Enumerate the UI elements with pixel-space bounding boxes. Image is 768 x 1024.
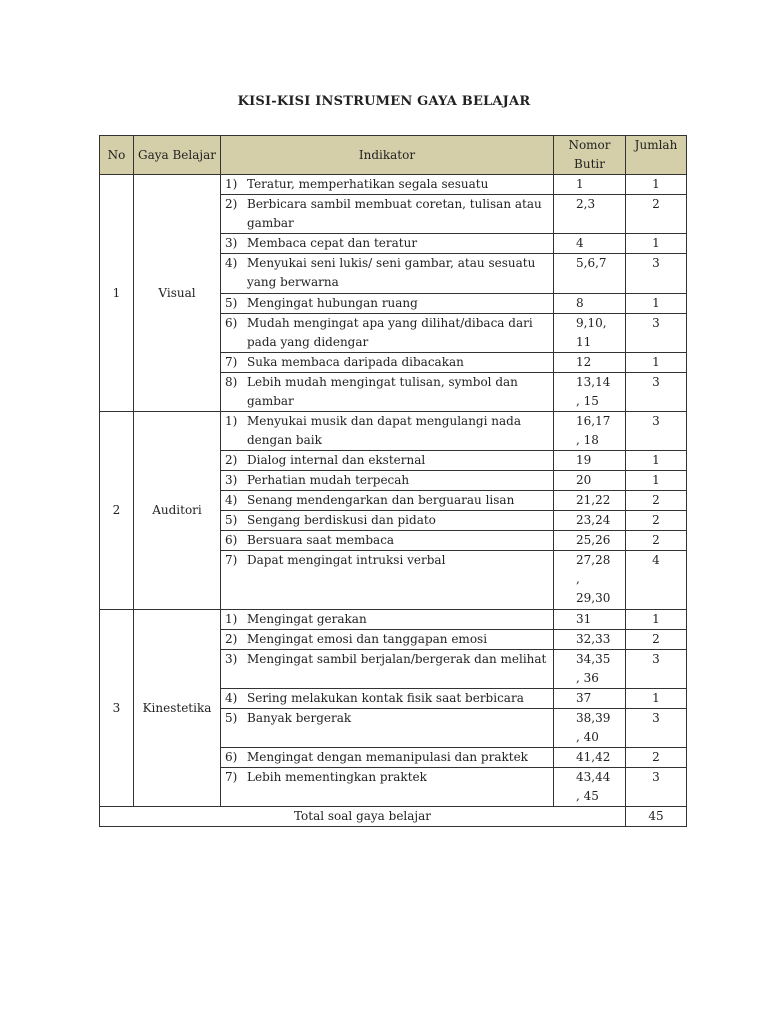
item-number: 4) — [225, 256, 238, 270]
header-jumlah: Jumlah — [626, 136, 687, 175]
table-row — [100, 412, 687, 451]
nomor-butir-cell: 43,44 , 45 — [554, 768, 626, 807]
nomor-butir-cell: 41,42 — [554, 748, 626, 768]
group-gaya-belajar: Auditori — [134, 412, 221, 610]
item-number: 6) — [225, 316, 238, 330]
total-label: Total soal gaya belajar — [100, 807, 626, 827]
nomor-butir-cell: 12 — [554, 353, 626, 373]
indikator-cell — [221, 294, 554, 314]
header-indikator: Indikator — [221, 136, 554, 175]
item-number: 3) — [225, 236, 238, 250]
indikator-cell — [221, 511, 554, 531]
kisi-kisi-table — [99, 135, 687, 827]
item-number: 5) — [225, 513, 238, 527]
item-number: 3) — [225, 473, 238, 487]
group-no: 1 — [100, 175, 134, 412]
nomor-butir-cell: 9,10, 11 — [554, 314, 626, 353]
item-number: 5) — [225, 296, 238, 310]
indikator-cell — [221, 748, 554, 768]
item-number: 7) — [225, 553, 238, 567]
indikator-text: Banyak bergerak — [247, 711, 352, 725]
item-number: 6) — [225, 533, 238, 547]
jumlah-cell: 3 — [626, 254, 687, 294]
jumlah-cell: 2 — [626, 195, 687, 234]
header-row — [100, 136, 687, 175]
indikator-text: Mudah mengingat apa yang dilihat/dibaca dari pada yang didengar — [247, 316, 533, 349]
indikator-text: Mengingat emosi dan tanggapan emosi — [247, 632, 488, 646]
jumlah-cell: 1 — [626, 175, 687, 195]
nomor-butir-cell: 38,39 , 40 — [554, 709, 626, 748]
indikator-text: Mengingat dengan memanipulasi dan praktek — [247, 750, 528, 764]
table-row — [100, 175, 687, 195]
document-title: KISI-KISI INSTRUMEN GAYA BELAJAR — [237, 94, 531, 109]
nomor-butir-cell: 1 — [554, 175, 626, 195]
jumlah-cell: 3 — [626, 412, 687, 451]
nomor-butir-cell: 27,28 , 29,30 — [554, 551, 626, 610]
indikator-text: Bersuara saat membaca — [247, 533, 395, 547]
jumlah-cell: 2 — [626, 511, 687, 531]
jumlah-cell: 3 — [626, 373, 687, 412]
indikator-cell — [221, 650, 554, 689]
indikator-text: Dapat mengingat intruksi verbal — [247, 553, 446, 567]
item-number: 3) — [225, 652, 238, 666]
header-gaya-belajar: Gaya Belajar — [134, 136, 221, 175]
jumlah-cell: 1 — [626, 451, 687, 471]
jumlah-cell: 1 — [626, 689, 687, 709]
jumlah-cell: 3 — [626, 314, 687, 353]
jumlah-cell: 1 — [626, 471, 687, 491]
item-number: 2) — [225, 453, 238, 467]
indikator-text: Dialog internal dan eksternal — [247, 453, 426, 467]
jumlah-cell: 3 — [626, 709, 687, 748]
indikator-text: Senang mendengarkan dan berguarau lisan — [247, 493, 515, 507]
indikator-text: Suka membaca daripada dibacakan — [247, 355, 464, 369]
indikator-cell — [221, 610, 554, 630]
indikator-text: Mengingat sambil berjalan/bergerak dan melihat — [247, 652, 547, 666]
indikator-cell — [221, 491, 554, 511]
nomor-butir-cell: 5,6,7 — [554, 254, 626, 294]
nomor-butir-cell: 4 — [554, 234, 626, 254]
item-number: 4) — [225, 691, 238, 705]
item-number: 1) — [225, 177, 238, 191]
item-number: 7) — [225, 770, 238, 784]
nomor-butir-cell: 31 — [554, 610, 626, 630]
indikator-cell — [221, 768, 554, 807]
nomor-butir-cell: 32,33 — [554, 630, 626, 650]
nomor-butir-cell: 2,3 — [554, 195, 626, 234]
indikator-cell — [221, 195, 554, 234]
indikator-text: Berbicara sambil membuat coretan, tulisan atau gambar — [247, 197, 542, 230]
nomor-butir-cell: 20 — [554, 471, 626, 491]
jumlah-cell: 4 — [626, 551, 687, 610]
indikator-cell — [221, 709, 554, 748]
indikator-cell — [221, 451, 554, 471]
indikator-text: Sering melakukan kontak fisik saat berbicara — [247, 691, 524, 705]
jumlah-cell: 3 — [626, 650, 687, 689]
group-gaya-belajar: Visual — [134, 175, 221, 412]
header-no: No — [100, 136, 134, 175]
nomor-butir-cell: 23,24 — [554, 511, 626, 531]
nomor-butir-cell: 21,22 — [554, 491, 626, 511]
indikator-cell — [221, 689, 554, 709]
nomor-butir-cell: 25,26 — [554, 531, 626, 551]
indikator-cell — [221, 471, 554, 491]
indikator-text: Lebih mudah mengingat tulisan, symbol dan gambar — [247, 375, 518, 408]
nomor-butir-cell: 13,14 , 15 — [554, 373, 626, 412]
group-no: 2 — [100, 412, 134, 610]
indikator-cell — [221, 254, 554, 294]
group-gaya-belajar: Kinestetika — [134, 610, 221, 807]
indikator-text: Teratur, memperhatikan segala sesuatu — [247, 177, 489, 191]
nomor-butir-cell: 34,35 , 36 — [554, 650, 626, 689]
nomor-butir-cell: 8 — [554, 294, 626, 314]
jumlah-cell: 1 — [626, 610, 687, 630]
item-number: 1) — [225, 612, 238, 626]
header-nomor-butir: Nomor Butir — [554, 136, 626, 175]
total-row — [100, 807, 687, 827]
item-number: 2) — [225, 632, 238, 646]
item-number: 7) — [225, 355, 238, 369]
indikator-cell — [221, 551, 554, 610]
item-number: 6) — [225, 750, 238, 764]
indikator-cell — [221, 175, 554, 195]
item-number: 2) — [225, 197, 238, 211]
indikator-cell — [221, 630, 554, 650]
item-number: 4) — [225, 493, 238, 507]
indikator-cell — [221, 314, 554, 353]
jumlah-cell: 2 — [626, 531, 687, 551]
indikator-text: Menyukai seni lukis/ seni gambar, atau sesuatu yang berwarna — [247, 256, 536, 289]
group-no: 3 — [100, 610, 134, 807]
jumlah-cell: 1 — [626, 353, 687, 373]
indikator-text: Sengang berdiskusi dan pidato — [247, 513, 436, 527]
nomor-butir-cell: 19 — [554, 451, 626, 471]
indikator-cell — [221, 531, 554, 551]
indikator-text: Lebih mementingkan praktek — [247, 770, 427, 784]
nomor-butir-cell: 37 — [554, 689, 626, 709]
jumlah-cell: 3 — [626, 768, 687, 807]
item-number: 1) — [225, 414, 238, 428]
indikator-text: Menyukai musik dan dapat mengulangi nada dengan baik — [247, 414, 521, 447]
indikator-cell — [221, 234, 554, 254]
item-number: 8) — [225, 375, 238, 389]
total-value: 45 — [626, 807, 687, 827]
indikator-cell — [221, 373, 554, 412]
indikator-cell — [221, 353, 554, 373]
nomor-butir-cell: 16,17 , 18 — [554, 412, 626, 451]
indikator-text: Perhatian mudah terpecah — [247, 473, 410, 487]
item-number: 5) — [225, 711, 238, 725]
indikator-cell — [221, 412, 554, 451]
indikator-text: Mengingat hubungan ruang — [247, 296, 418, 310]
jumlah-cell: 2 — [626, 630, 687, 650]
table-row — [100, 610, 687, 630]
indikator-text: Mengingat gerakan — [247, 612, 367, 626]
jumlah-cell: 2 — [626, 491, 687, 511]
jumlah-cell: 1 — [626, 234, 687, 254]
jumlah-cell: 1 — [626, 294, 687, 314]
jumlah-cell: 2 — [626, 748, 687, 768]
indikator-text: Membaca cepat dan teratur — [247, 236, 418, 250]
